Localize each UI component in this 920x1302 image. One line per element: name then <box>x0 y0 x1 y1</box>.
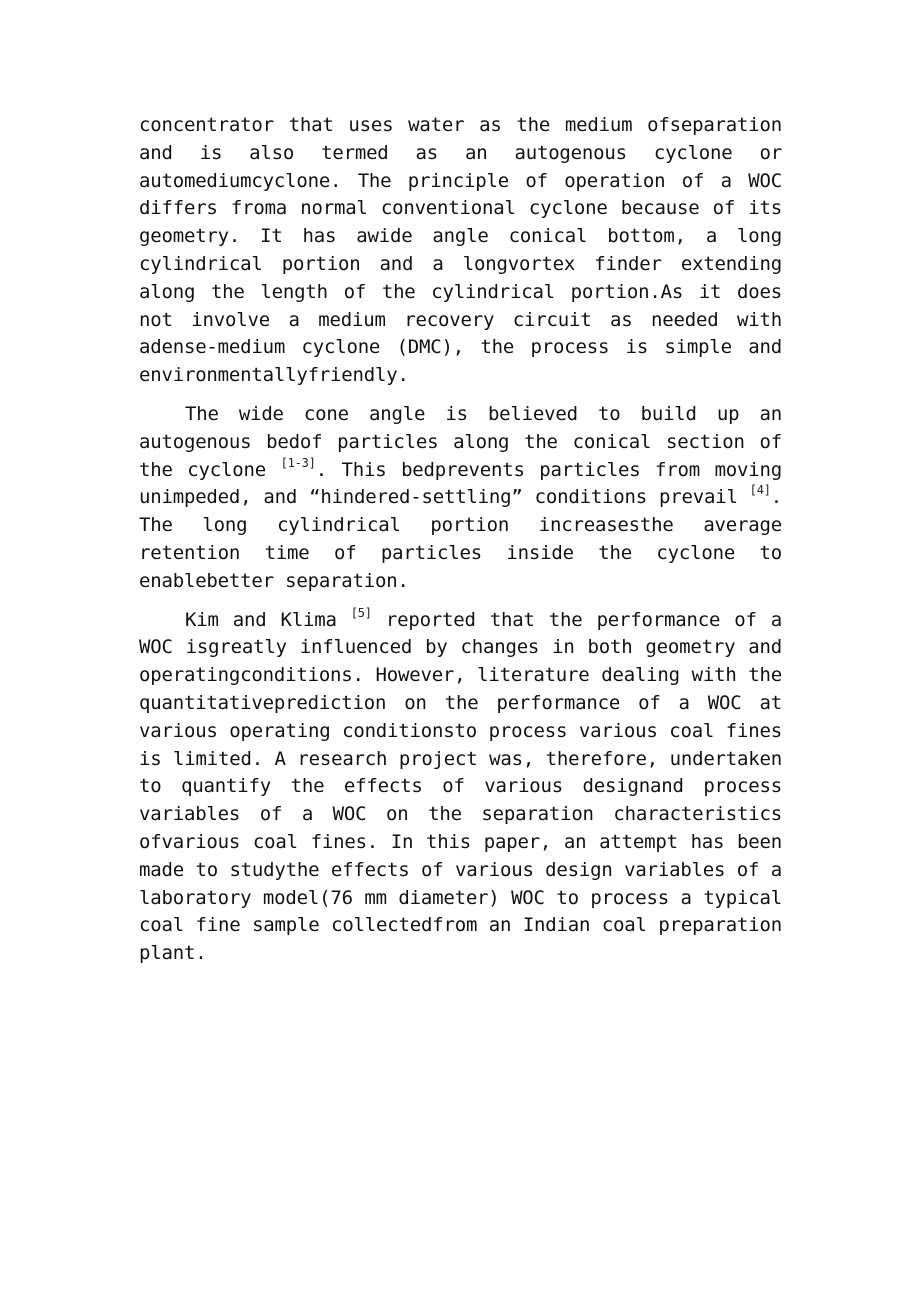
paragraph-text: . The long cylindrical portion increasesthe average retention time of particles inside the cyclone to enablebetter separation. <box>139 486 782 592</box>
paragraph-text: reported that the performance of a WOC isgreatly influenced by changes in both geometry and operatingconditions. However, literature dealing with the quantitativeprediction on the performance of a WOC at various operating conditionsto process various coal fines is limited. A research project was, therefore, undertaken to quantify the effects of various designand process variables of a WOC on the separation characteristics ofvarious coal fines. In this paper, an attempt has been made to studythe effects of various design variables of a laboratory model(76 mm diameter) WOC to process a typical coal fine sample collectedfrom an Indian coal preparation plant. <box>139 608 782 965</box>
paragraph-text: concentrator that uses water as the medium ofseparation and is also termed as an autogenous cyclone or automediumcyclone. The principle of operation of a WOC differs froma normal conventional cyclone because of its geometry. It has awide angle conical bottom, a long cylindrical portion and a longvortex finder extending along the length of the cylindrical portion.As it does not involve a medium recovery circuit as needed with adense-medium cyclone (DMC), the process is simple and environmentallyfriendly. <box>139 114 782 387</box>
citation-ref[interactable]: [5] <box>350 605 372 620</box>
citation-ref[interactable]: [4] <box>749 483 771 498</box>
document-body <box>139 112 782 979</box>
paragraph-text: The wide cone angle is believed to build up an autogenous bedof particles along the conical section of the cyclone <box>139 402 782 481</box>
paragraph-1 <box>139 112 782 390</box>
paragraph-2 <box>139 401 782 596</box>
paragraph-text: . This bedprevents particles from moving unimpeded, and “hindered-settling” conditions prevail <box>139 458 783 509</box>
citation-ref[interactable]: [1-3] <box>280 455 316 470</box>
paragraph-3 <box>139 607 782 968</box>
paragraph-text: Kim and Klima <box>185 608 351 631</box>
